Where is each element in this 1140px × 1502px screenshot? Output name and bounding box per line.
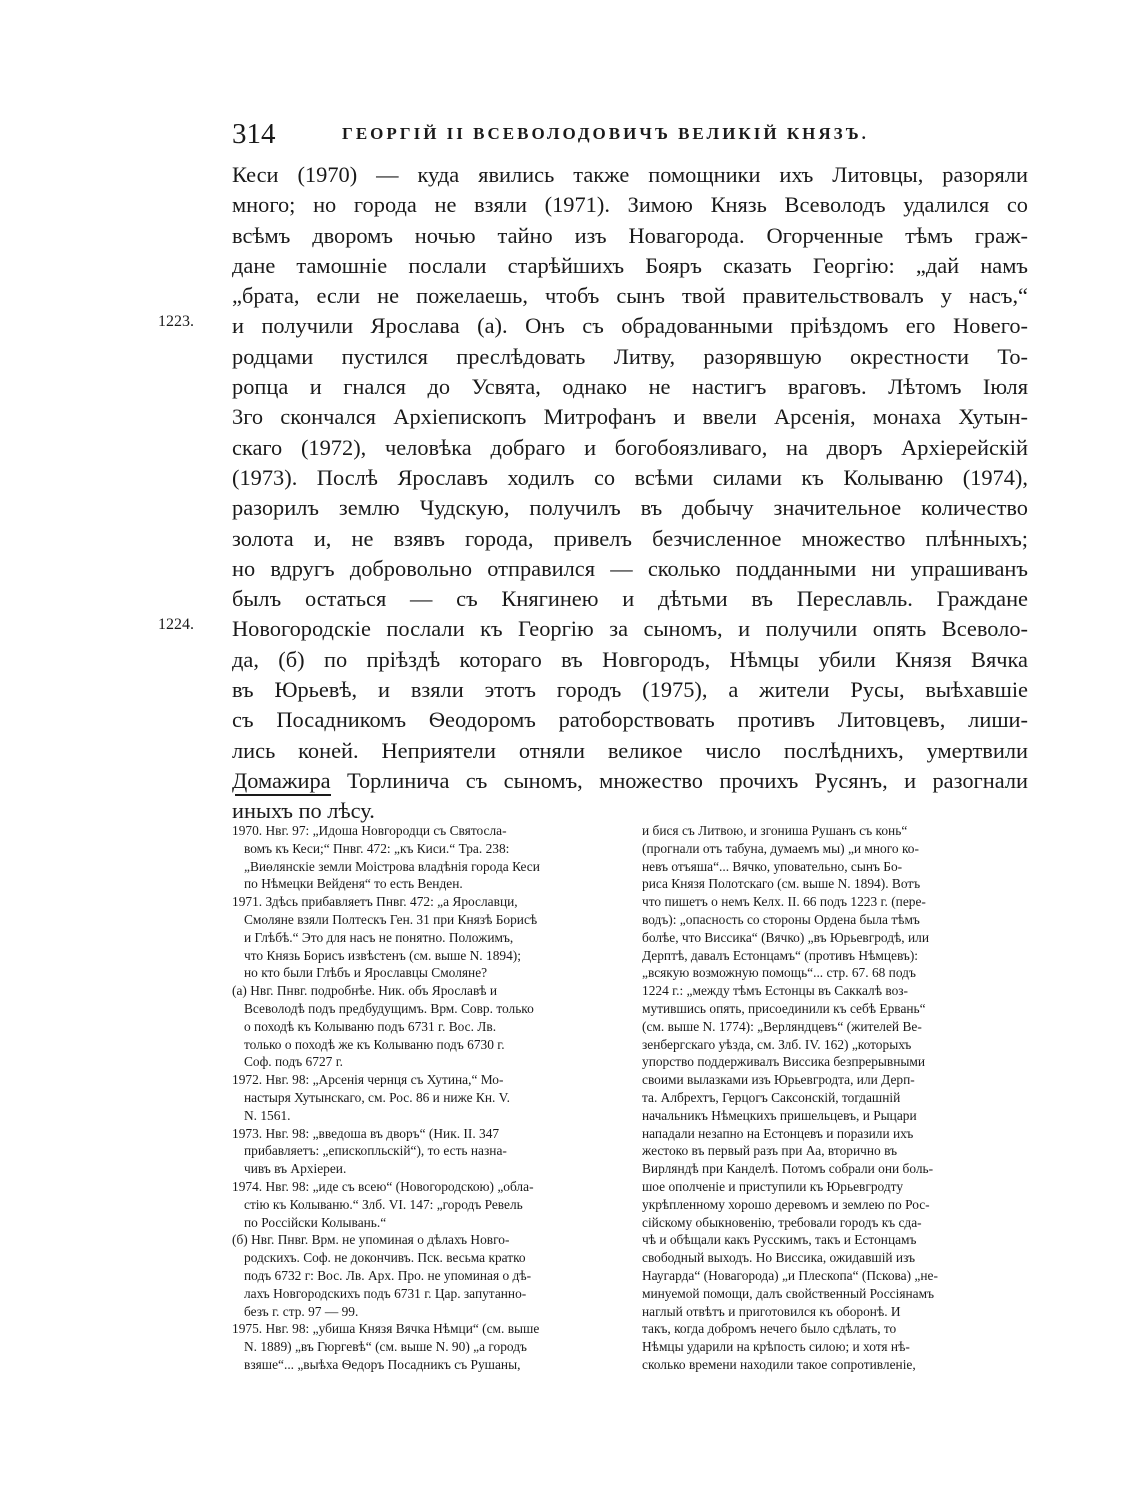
footnote-line: безъ г. стр. 97 — 99. [244,1303,359,1319]
footnote-line: стію къ Колываню.“ Злб. VI. 147: „городъ Ревель [244,1196,523,1212]
running-title: ГЕОРГІЙ II ВСЕВОЛОДОВИЧЪ ВЕЛИКІЙ КНЯЗЪ. [342,124,869,143]
footnote-line: минуемой помощи, далъ свойственный Россіянамъ [642,1285,935,1301]
main-text-line: былъ остаться — съ Княгинею и дѣтьми въ Переславль. Граждане [232,586,1028,612]
footnote-line: риса Князя Полотскаго (см. выше N. 1894). Вотъ [642,876,921,892]
footnote-line: (б) Нвг. Пнвг. Врм. не упоминая о дѣлахъ Новго- [232,1232,510,1248]
footnote-line: 1224 г.: „между тѣмъ Естонцы въ Саккалѣ воз- [642,983,909,999]
footnote-line: жестоко въ первый разъ при Аа, вторично въ [642,1143,897,1159]
footnote-line: чивъ въ Архіереи. [244,1161,347,1177]
footnote-line: „всякую возможную помощь“... стр. 67. 68 подъ [642,965,916,981]
main-text-line: золота и, не взявъ города, привелъ безчисленное множество плѣнныхъ; [232,525,1028,551]
footnote-line: что Князь Борисъ извѣстенъ (см. выше N. 1894); [244,947,521,963]
footnote-line: упорство поддерживалъ Виссика безпрерывными [642,1054,926,1070]
footnote-line: чѣ и обѣщали какъ Русскимъ, такъ и Естонцамъ [642,1232,917,1248]
main-text-line: дане тамошніе послали старѣйшихъ Бояръ сказать Георгію: „дай намъ [232,252,1028,278]
footnotes-left-column [232,822,632,1374]
footnote-line: своими вылазками изъ Юрьевгродта, или Дерп- [642,1072,915,1088]
main-text-line: 3го скончался Архіепископъ Митрофанъ и ввели Арсенія, монаха Хутын- [232,404,1028,430]
footnote-line: наглый отвѣтъ и приготовился къ оборонѣ. И [642,1303,901,1319]
main-text-line: въ Юрьевѣ, и взяли этотъ городъ (1975), а жители Русы, выѣхавшіе [232,677,1028,703]
footnote-line: свободный выходъ. Но Виссика, ожидавшій изъ [642,1250,916,1266]
footnote-line: 1973. Нвг. 98: „введоша въ дворъ“ (Ник. II. 347 [232,1125,500,1141]
footnote-line: Смоляне взяли Полтескъ Ген. 31 при Князѣ Борисѣ [244,911,538,927]
footnote-line: 1970. Нвг. 97: „Идоша Новгородци съ Святосла- [232,823,507,838]
footnote-line: (прогнали отъ табуна, думаемъ мы) „и много ко- [642,840,919,856]
footnote-line: Наугарда“ (Новагорода) „и Плескопа“ (Пскова) „не- [642,1267,938,1283]
footnote-line: нападали незапно на Естонцевъ и поразили ихъ [642,1125,914,1141]
footnote-line: невъ отъяша“... Вячко, уповательно, сынъ Бо- [642,858,903,874]
footnote-line: сколько времени находили такое сопротивленіе, [642,1356,916,1372]
main-text-line: всѣмъ дворомъ ночью тайно изъ Новагорода. Огорченные тѣмъ граж- [232,222,1028,248]
footnote-line: зенбергскаго уѣзда, см. Злб. IV. 162) „которыхъ [642,1036,912,1052]
margin-year-1223: 1223. [158,313,194,330]
footnote-line: сійскому обыкновенію, требовали городъ къ сда- [642,1214,922,1230]
footnote-line: 1971. Здѣсь прибавляетъ Пнвг. 472: „а Ярославци, [232,894,518,910]
main-text-line: ропца и гнался до Усвята, однако не настигъ враговъ. Лѣтомъ Іюля [232,374,1028,400]
footnote-line: взяше“... „выѣха Ѳедоръ Посадникъ съ Рушаны, [244,1356,521,1372]
footnote-line: и бися съ Литвою, и згониша Рушанъ съ конь“ [642,823,908,838]
footnote-line: по Россійски Колывань.“ [244,1214,387,1230]
main-text-line: и получили Ярослава (а). Онъ съ обрадованными пріѣздомъ его Новего- [232,313,1028,339]
footnote-line: 1975. Нвг. 98: „убиша Князя Вячка Нѣмци“ (см. выше [232,1321,540,1337]
footnote-line: N. 1561. [244,1107,291,1123]
footnote-line: прибавляетъ: „епископльскій“), то есть назна- [244,1143,507,1159]
main-text-line: „брата, если не пожелаешь, чтобъ сынъ твой правительствовалъ у насъ,“ [232,283,1028,309]
main-text-line: иныхъ по лѣсу. [232,798,375,824]
main-text-line: скаго (1972), человѣка добраго и богобоязливаго, на дворъ Архіерейскій [232,434,1028,460]
main-text-line: (1973). Послѣ Ярославъ ходилъ со всѣми силами къ Колываню (1974), [232,464,1028,490]
footnote-rule [235,794,331,796]
footnote-line: 1974. Нвг. 98: „иде съ всею“ (Новогородскою) „обла- [232,1178,534,1194]
main-text-line: Кеси (1970) — куда явились также помощники ихъ Литовцы, разоряли [232,162,1028,187]
footnote-line: по Нѣмецки Вейденя“ то есть Венден. [244,876,463,892]
footnote-line: болѣе, что Виссика“ (Вячко) „въ Юрьевгродѣ, или [642,929,930,945]
main-text-line: лись коней. Неприятели отняли великое число послѣднихъ, умертвили [232,737,1028,763]
main-text-line: съ Посадникомъ Ѳеодоромъ ратоборствовать противъ Литовцевъ, лиши- [232,707,1028,733]
footnote-line: родскихъ. Соф. не докончивъ. Пск. весьма кратко [244,1250,526,1266]
footnotes-right-column [642,822,1034,1374]
main-text-line: Новогородскіе послали къ Георгію за сыномъ, и получили опять Всеволо- [232,616,1028,642]
footnote-line: мутившись опять, присоединили къ себѣ Ервань“ [642,1000,926,1016]
footnote-line: Нѣмцы ударили на крѣпость силою; и хотя нѣ- [642,1339,910,1355]
footnote-line: лахъ Новгородскихъ подъ 6731 г. Цар. запутанно- [244,1285,527,1301]
footnote-line: Вирляндѣ при Канделѣ. Потомъ собрали они боль- [642,1161,934,1177]
footnote-line: о походѣ къ Колываню подъ 6731 г. Вос. Лв. [244,1018,497,1034]
main-text-line: родцами пустился преслѣдовать Литву, разорявшую окрестности То- [232,343,1028,369]
main-text-line: Домажира Торлинича съ сыномъ, множество прочихъ Русянъ, и разогнали [232,767,1028,793]
footnote-line: такъ, когда добромъ нечего было сдѣлать, то [642,1321,897,1337]
page-number: 314 [232,118,276,150]
footnote-line: водъ): „опасность со стороны Ордена была тѣмъ [642,911,920,927]
footnote-line: укрѣпленному хорошо деревомъ и землею по Рос- [642,1196,930,1212]
footnote-line: что пишетъ о немъ Келх. II. 66 подъ 1223 г. (пере- [642,894,926,910]
footnote-line: настыря Хутынскаго, см. Рос. 86 и ниже Кн. V. [244,1089,510,1105]
footnote-line: подъ 6732 г: Вос. Лв. Арх. Про. не упоминая о дѣ- [244,1267,532,1283]
footnote-line: Всеволодѣ подъ предбудущимъ. Врм. Совр. только [244,1000,534,1016]
main-text [232,160,1028,827]
footnote-line: вомъ къ Кеси;“ Пнвг. 472: „къ Киси.“ Тра. 238: [244,840,510,856]
main-text-line: много; но города не взяли (1971). Зимою Князь Всеволодъ удалился со [232,192,1028,218]
footnote-line: начальникъ Нѣмецкихъ пришельцевъ, и Рыцари [642,1107,917,1123]
footnote-line: N. 1889) „въ Гюргевѣ“ (см. выше N. 90) „а городъ [244,1339,527,1355]
main-text-line: разорилъ землю Чудскую, получилъ въ добычу значительное количество [232,495,1028,521]
footnote-line: „Виѳлянскіе земли Моістрова владѣнія города Кеси [244,858,540,874]
footnote-line: (а) Нвг. Пнвг. подробнѣе. Ник. объ Ярославѣ и [232,983,498,999]
footnote-line: Соф. подъ 6727 г. [244,1054,344,1070]
footnote-line: Дерптѣ, давалъ Естонцамъ“ (противъ Нѣмцевъ): [642,947,919,963]
footnote-line: шое ополченіе и приступили къ Юрьевгродту [642,1178,904,1194]
footnote-line: 1972. Нвг. 98: „Арсенія чернця съ Хутина,“ Мо- [232,1072,504,1088]
margin-year-1224: 1224. [158,616,194,633]
main-text-line: но вдругъ добровольно отправился — сколько подданными ни упрашиванъ [232,555,1028,581]
footnote-line: но кто были Глѣбъ и Ярославцы Смоляне? [244,965,488,981]
footnote-line: (см. выше N. 1774): „Верляндцевъ“ (жителей Ве- [642,1018,922,1034]
footnote-line: та. Албрехтъ, Герцогъ Саксонскій, тогдашній [642,1089,901,1105]
main-text-line: да, (б) по пріѣздѣ котораго въ Новгородъ, Нѣмцы убили Князя Вячка [232,646,1028,672]
footnote-line: только о походѣ же къ Колываню подъ 6730 г. [244,1036,505,1052]
footnote-line: и Глѣбѣ.“ Это для насъ не понятно. Положимъ, [244,929,514,945]
page-header [232,118,952,158]
